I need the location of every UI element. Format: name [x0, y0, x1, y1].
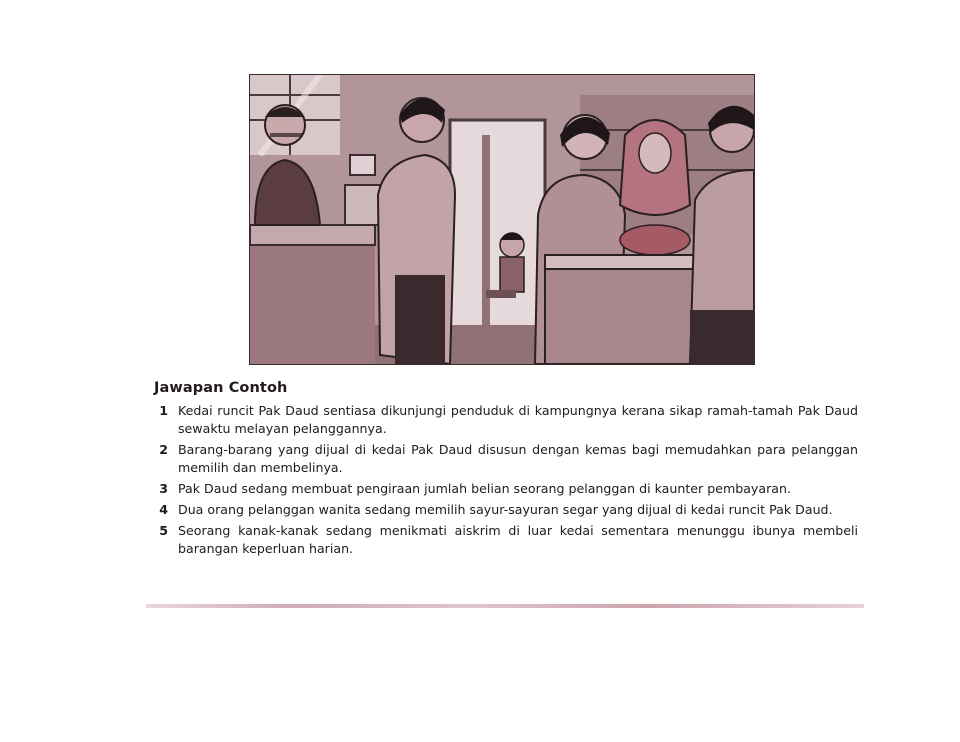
answer-text: Pak Daud sedang membuat pengiraan jumlah belian seorang pelanggan di kaunter pembayaran.	[178, 481, 791, 496]
answer-text: Kedai runcit Pak Daud sentiasa dikunjungi penduduk di kampungnya kerana sikap ramah-tamah Pak Daud sewaktu melayan pelanggannya.	[178, 403, 858, 436]
answer-item	[150, 501, 858, 519]
bottom-rule	[146, 604, 864, 608]
answer-list	[150, 402, 858, 558]
answer-text: Barang-barang yang dijual di kedai Pak Daud disusun dengan kemas bagi memudahkan para pelanggan memilih dan membelinya.	[178, 442, 858, 475]
answer-number: 2	[159, 442, 168, 457]
answer-item	[150, 441, 858, 477]
answers-heading: Jawapan Contoh	[154, 380, 288, 396]
answer-item	[150, 480, 858, 498]
sample-answers	[150, 380, 858, 561]
shop-illustration	[249, 74, 755, 365]
answer-number: 4	[159, 502, 168, 517]
answer-item	[150, 402, 858, 438]
answer-number: 3	[159, 481, 168, 496]
shop-scene-drawing	[250, 75, 754, 364]
answer-item	[150, 522, 858, 558]
answer-text: Dua orang pelanggan wanita sedang memilih sayur-sayuran segar yang dijual di kedai runcit Pak Daud.	[178, 502, 833, 517]
answer-number: 1	[159, 403, 168, 418]
answer-text: Seorang kanak-kanak sedang menikmati aiskrim di luar kedai sementara menunggu ibunya membeli barangan keperluan harian.	[178, 523, 858, 556]
answer-number: 5	[159, 523, 168, 538]
